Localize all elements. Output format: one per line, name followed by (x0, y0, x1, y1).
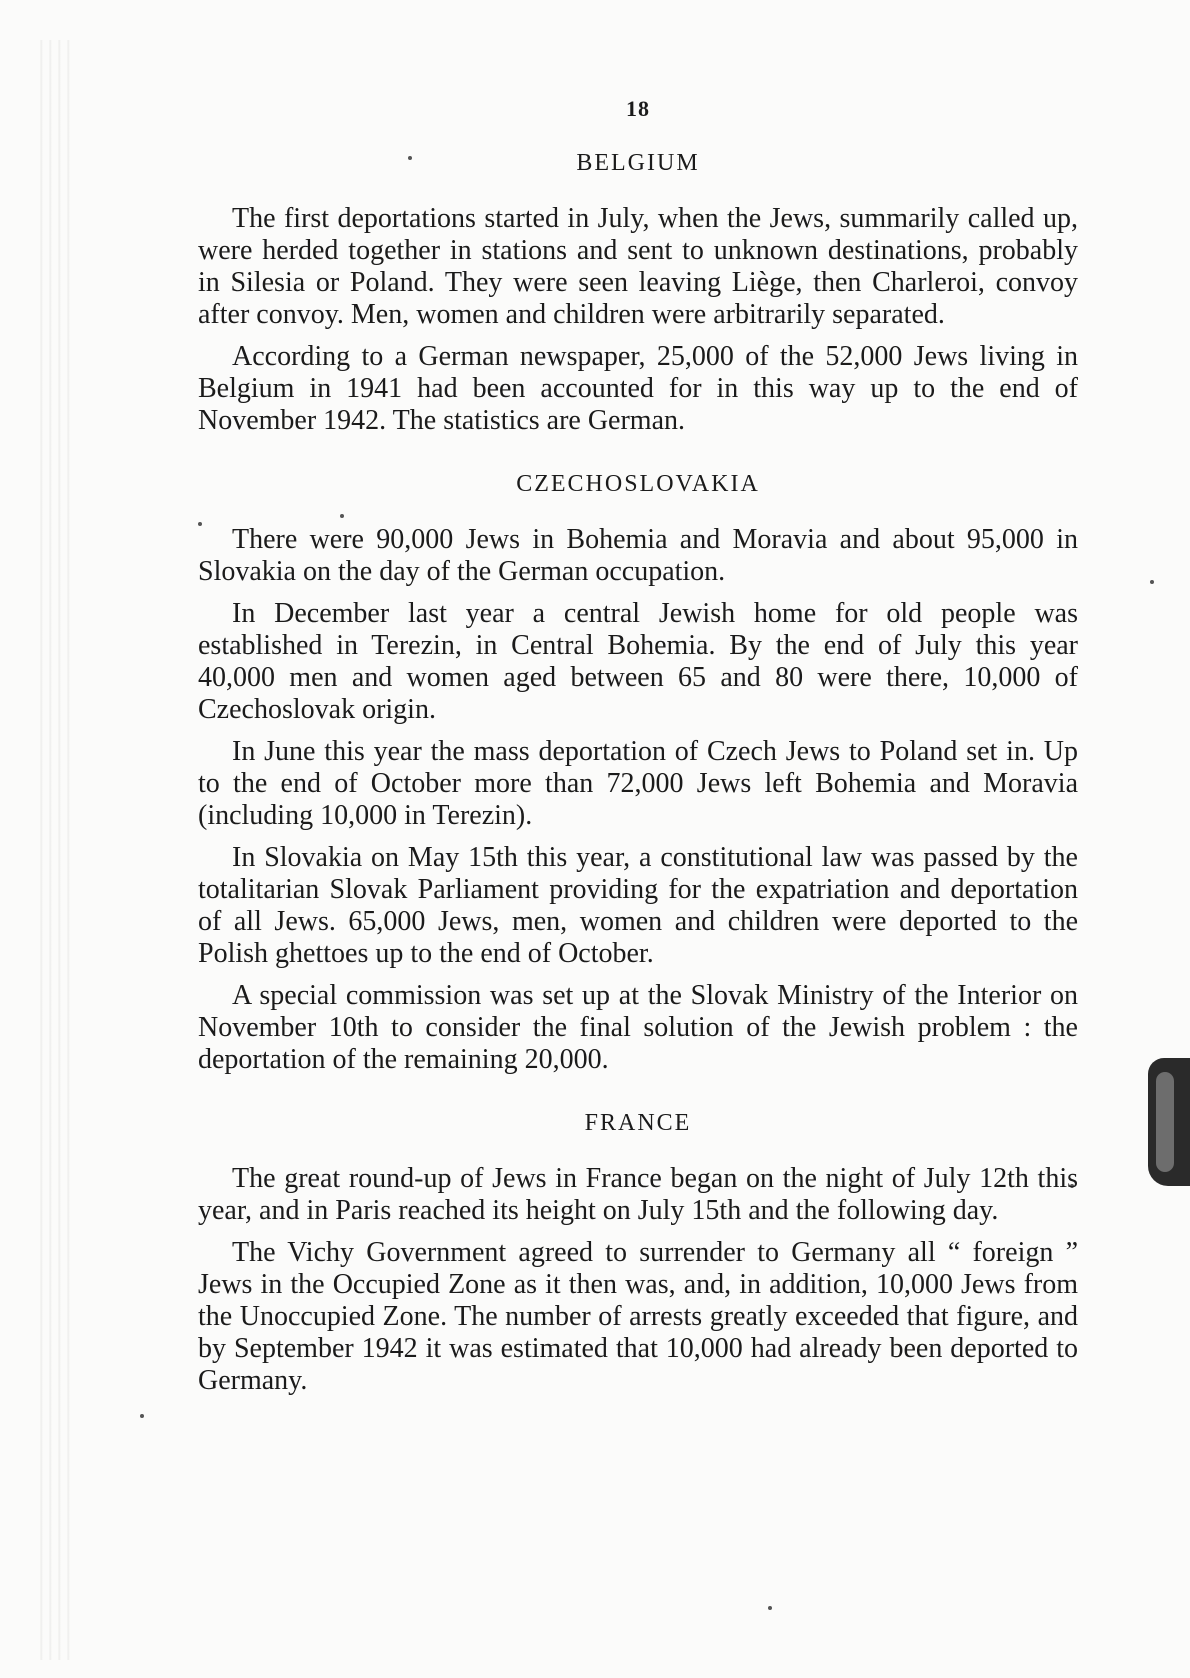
paragraph: In June this year the mass deportation of Czech Jews to Poland set in. Up to the end of October more than 72,000 Jews left Bohemia and Moravia (including 10,000 in Terezin). (198, 736, 1078, 831)
page-number: 18 (626, 96, 650, 121)
section-heading: CZECHOSLOVAKIA (516, 471, 760, 497)
paragraph: According to a German newspaper, 25,000 of the 52,000 Jews living in Belgium in 1941 had been accounted for in this way up to the end of November 1942. The statistics are German. (198, 341, 1078, 436)
ink-speck (1150, 580, 1154, 584)
paragraph: In December last year a central Jewish home for old people was established in Terezin, in Central Bohemia. By the end of July this year 40,000 men and women aged between 65 and 80 were there, 10,000 of Czechoslovak origin. (198, 598, 1078, 725)
section-heading: BELGIUM (576, 150, 700, 176)
section-heading: FRANCE (584, 1110, 692, 1136)
paragraph: The Vichy Government agreed to surrender to Germany all “ foreign ” Jews in the Occupied Zone as it then was, and, in addition, 10,000 Jews from the Unoccupied Zone. The number of arrests greatly exceeded that figure, and by September 1942 it was estimated that 10,000 had already been deported to Germany. (198, 1237, 1078, 1396)
section-france (198, 1110, 1078, 1397)
section-czechoslovakia (198, 471, 1078, 1076)
paragraph: The first deportations started in July, when the Jews, summarily called up, were herded together in stations and sent to unknown destinations, probably in Silesia or Poland. They were seen leaving Liège, then Charleroi, convoy after convoy. Men, women and children were arbitrarily separated. (198, 203, 1078, 330)
paragraph: The great round-up of Jews in France began on the night of July 12th this year, and in Paris reached its height on July 15th and the following day. (198, 1163, 1078, 1226)
page-body (198, 150, 1078, 1431)
binding-edge (34, 40, 74, 1660)
page-edge-damage (1148, 1058, 1190, 1186)
ink-speck (140, 1414, 144, 1418)
section-belgium (198, 150, 1078, 437)
paragraph: A special commission was set up at the Slovak Ministry of the Interior on November 10th to consider the final solution of the Jewish problem : the deportation of the remaining 20,000. (198, 980, 1078, 1075)
ink-speck (768, 1606, 772, 1610)
paragraph: In Slovakia on May 15th this year, a constitutional law was passed by the totalitarian Slovak Parliament providing for the expatriation and deportation of all Jews. 65,000 Jews, men, women and children were deported to the Polish ghettoes up to the end of October. (198, 842, 1078, 969)
paragraph: There were 90,000 Jews in Bohemia and Moravia and about 95,000 in Slovakia on the day of the German occupation. (198, 524, 1078, 587)
